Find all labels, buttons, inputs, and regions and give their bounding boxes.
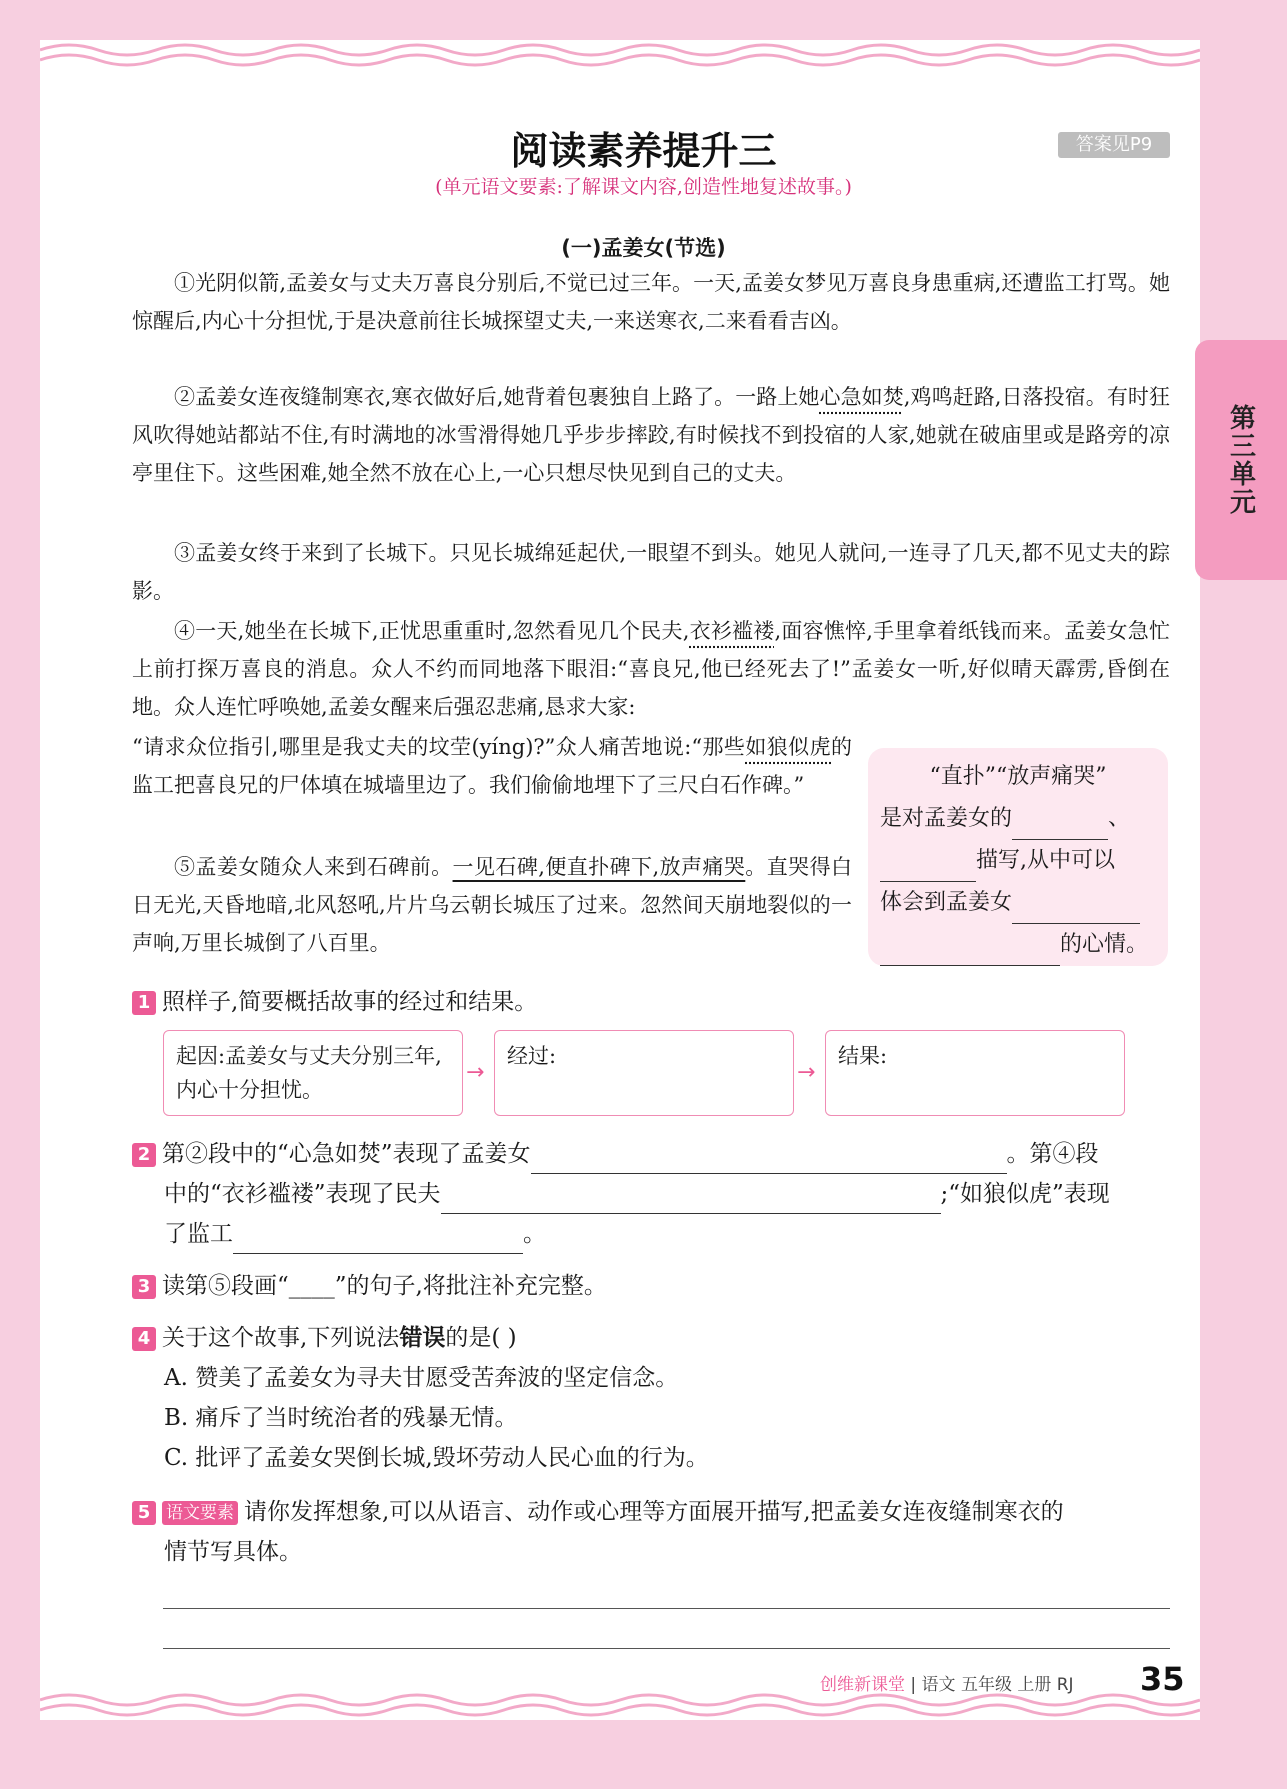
question-number-2: 2 [132,1143,156,1167]
answer-blank-q2-3[interactable] [233,1224,523,1254]
arrow-icon: → [466,1060,485,1085]
note-blank-4[interactable] [880,936,1060,966]
underlined-sentence: 一见石碑,便直扑碑下,放声痛哭 [452,855,746,879]
unit-objective-subtitle: (单元语文要素:了解课文内容,创造性地复述故事。) [435,176,852,198]
page-title: 阅读素养提升三 [510,129,777,173]
question-number-1: 1 [132,991,156,1015]
question-1 [132,982,1172,1022]
note-line-3-text: 描写,从中可以 [976,848,1115,873]
wavy-border-top [40,40,1200,80]
question-5-line-2: 情节写具体。 [164,1539,302,1565]
note-line-2-text: 是对孟姜女的 [880,806,1013,831]
question-3-text: 读第⑤段画“____”的句子,将批注补充完整。 [162,1273,607,1299]
question-5-text-a: 请你发挥想象,可以从语言、动作或心理等方面展开描写,把孟姜女连夜缝制寒衣的 [244,1499,1064,1525]
paragraph-4-continued [132,728,852,804]
question-2-text-c: 中的“衣衫褴褛”表现了民夫 [164,1181,441,1207]
question-4-text-a: 关于这个故事,下列说法 [162,1325,400,1351]
question-5 [132,1492,1172,1532]
paragraph-4 [132,612,1170,726]
note-line-2 [880,798,1156,840]
paragraph-4-part-d: 的监工把喜良兄的尸体填在城墙里边了。我们偷偷地埋下了三尺白石作碑。” [132,735,853,797]
question-2-text-e: 了监工 [164,1221,233,1247]
question-4-bold-word: 错误 [399,1324,446,1351]
flow-box-process[interactable] [494,1030,794,1116]
question-2-text-d: ;“如狼似虎”表现 [940,1181,1110,1207]
footer [820,1670,1074,1695]
note-blank-3[interactable] [1012,894,1140,924]
passage-title: (一)孟姜女(节选) [561,236,726,260]
question-number-5: 5 [132,1501,156,1525]
option-a[interactable]: A. 赞美了孟姜女为寻夫甘愿受苦奔波的坚定信念。 [164,1365,679,1391]
dotted-phrase-yishanlanlv: 衣衫褴褛 [689,619,775,643]
footer-info: | 语文 五年级 上册 RJ [910,1675,1074,1695]
note-blank-2[interactable] [880,852,976,882]
note-line-3 [880,840,1156,882]
answer-blank-q2-2[interactable] [441,1184,941,1214]
dotted-phrase-xinjirufen: 心急如焚 [819,385,904,409]
answer-reference-tag: 答案见P9 [1058,132,1170,158]
paragraph-4-part-b: ,面容憔悴,手里拿着纸钱而来。孟姜女急忙上前打探万喜良的消息。众人不约而同地落下眼泪:“喜良兄,他已经死去了!”孟姜女一听,好似晴天霹雳,昏倒在地。众人连忙呼唤她,孟姜女醒来后强忍悲痛,恳求大家: [132,619,1170,719]
flow-box-result-label: 结果: [838,1044,888,1068]
question-2-line-3 [132,1214,1172,1254]
paragraph-2-part-b: ,鸡鸣赶路,日落投宿。有时狂风吹得她站都站不住,有时满地的冰雪滑得她几乎步步摔跤,有时候找不到投宿的人家,她就在破庙里或是路旁的凉亭里住下。这些困难,她全然不放在心上,一心只想尽快见到自己的丈夫。 [132,385,1171,485]
paragraph-5-part-a: ⑤孟姜女随众人来到石碑前。 [174,855,453,879]
question-3 [132,1266,1172,1306]
question-1-text: 照样子,简要概括故事的经过和结果。 [162,989,538,1015]
paragraph-3: ③孟姜女终于来到了长城下。只见长城绵延起伏,一眼望不到头。她见人就问,一连寻了几天,都不见丈夫的踪影。 [132,541,1170,603]
option-c[interactable]: C. 批评了孟姜女哭倒长城,毁坏劳动人民心血的行为。 [164,1445,709,1471]
page-number: 35 [1140,1660,1185,1698]
paragraph-4-part-a: ④一天,她坐在长城下,正忧思重重时,忽然看见几个民夫, [174,619,690,643]
note-blank-1[interactable] [1012,810,1108,840]
paragraph-2-part-a: ②孟姜女连夜缝制寒衣,寒衣做好后,她背着包裹独自上路了。一路上她 [174,385,820,409]
paragraph-5 [132,848,852,962]
question-2-line-2 [132,1174,1172,1214]
note-line-1: “直扑”“放声痛哭” [929,764,1107,789]
question-2-text-a: 第②段中的“心急如焚”表现了孟姜女 [162,1141,531,1167]
answer-blank-q2-1[interactable] [531,1144,1007,1174]
note-line-5-text: 的心情。 [1060,932,1149,957]
paragraph-2 [132,378,1170,492]
note-line-5 [880,924,1156,966]
note-line-4 [880,882,1156,924]
question-4 [132,1318,1172,1358]
question-4-text-b[interactable]: 的是( ) [445,1325,517,1351]
paragraph-1: ①光阴似箭,孟姜女与丈夫万喜良分别后,不觉已过三年。一天,孟姜女梦见万喜良身患重病,还遭监工打骂。她惊醒后,内心十分担忧,于是决意前往长城探望丈夫,一来送寒衣,二来看看吉凶。 [132,271,1170,333]
annotation-note-box [868,748,1168,966]
arrow-icon: → [797,1060,816,1085]
question-number-4: 4 [132,1327,156,1351]
option-b[interactable]: B. 痛斥了当时统治者的残暴无情。 [164,1405,518,1431]
question-number-3: 3 [132,1275,156,1299]
language-element-tag: 语文要素 [162,1501,238,1525]
footer-brand: 创维新课堂 [820,1675,905,1695]
question-2-text-b: 。第④段 [1006,1141,1099,1167]
question-2 [132,1134,1172,1174]
note-line-2-comma: 、 [1108,806,1131,831]
flow-box-result[interactable] [825,1030,1125,1116]
paragraph-5-part-b: 。直哭得白日无光,天昏地暗,北风怒吼,片片乌云朝长城压了过来。忽然间天崩地裂似的一声响,万里长城倒了八百里。 [132,855,853,955]
flow-box-cause: 起因:孟姜女与丈夫分别三年,内心十分担忧。 [163,1030,463,1116]
writing-line-1[interactable] [163,1608,1170,1609]
paragraph-4-part-c: “请求众位指引,哪里是我丈夫的坟茔(yíng)?”众人痛苦地说:“那些 [132,735,746,759]
flow-box-process-label: 经过: [507,1044,557,1068]
unit-side-tab [1195,340,1287,580]
unit-side-tab-label: 第三单元 [1225,404,1256,516]
question-2-text-f: 。 [523,1221,546,1247]
note-line-4-text: 体会到孟姜女 [880,890,1013,915]
dotted-phrase-rulangsihu: 如狼似虎 [745,735,832,759]
writing-line-2[interactable] [163,1648,1170,1649]
